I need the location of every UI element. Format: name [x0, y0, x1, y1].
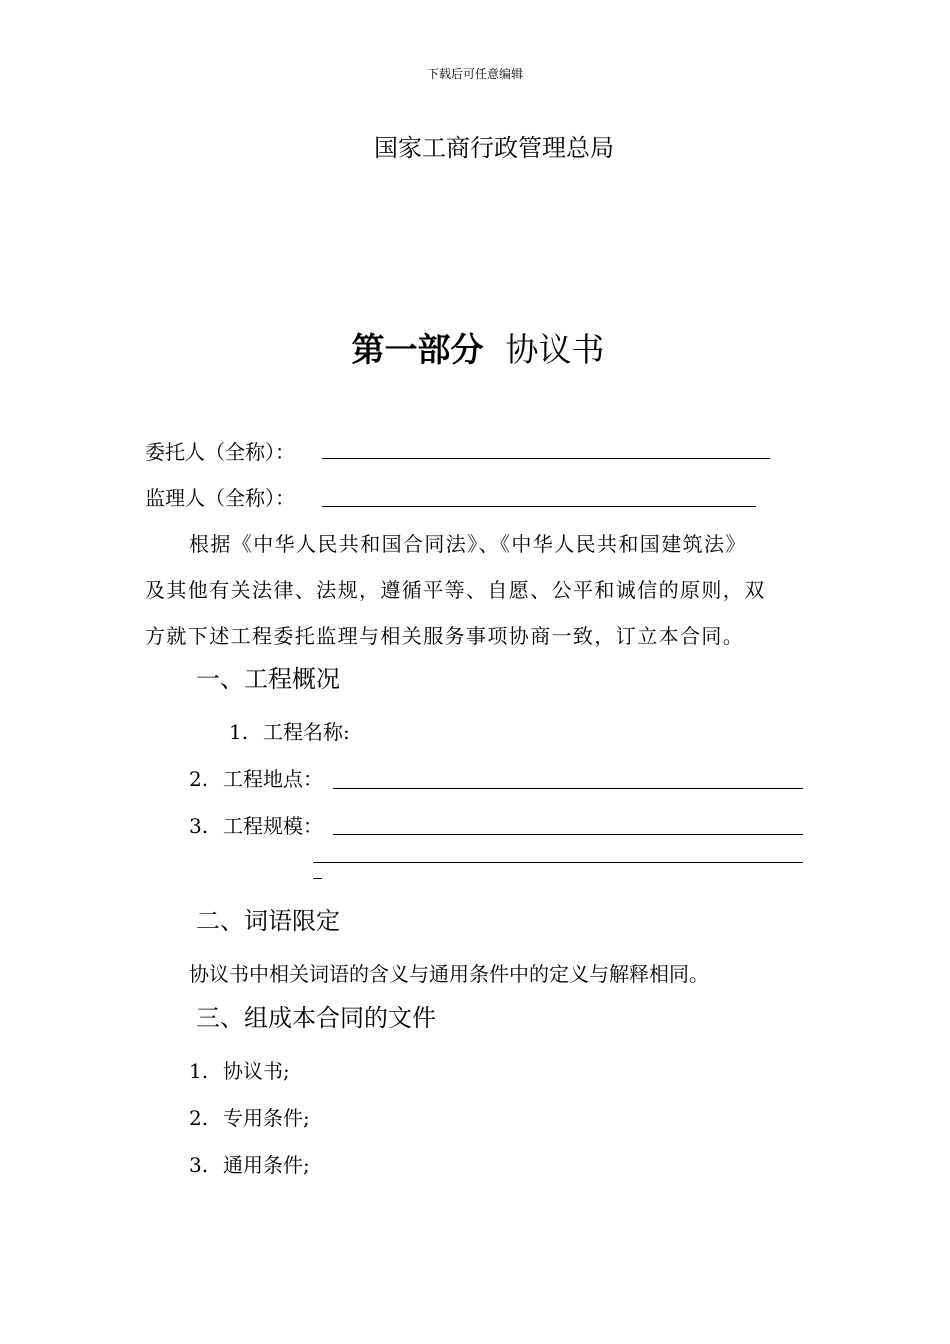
item-number: 2. [189, 1106, 209, 1130]
supervisor-label: 监理人（全称）： [145, 486, 295, 510]
part-title-rest: 协议书 [505, 330, 605, 369]
preamble-line-2: 及其他有关法律、法规，遵循平等、自愿、公平和诚信的原则，双 [145, 578, 766, 602]
contract-doc-item [189, 1151, 310, 1179]
contract-doc-item [189, 1104, 310, 1132]
section-3-heading: 三、组成本合同的文件 [196, 1004, 436, 1032]
section-1-heading: 一、工程概况 [196, 665, 340, 693]
preamble-line-3: 方就下述工程委托监理与相关服务事项协商一致，订立本合同。 [145, 624, 745, 648]
item-label: 工程名称: [263, 720, 350, 744]
project-scale-blank-2[interactable] [313, 862, 803, 863]
supervisor-name-blank[interactable] [322, 506, 756, 507]
item-label: 工程地点： [223, 767, 323, 791]
project-location-item [189, 765, 323, 793]
item-label: 协议书; [223, 1059, 290, 1083]
project-location-blank[interactable] [333, 788, 803, 789]
terms-definition-text: 协议书中相关词语的含义与通用条件中的定义与解释相同。 [189, 962, 709, 986]
item-number: 3. [189, 1153, 209, 1177]
project-name-item [229, 718, 350, 746]
trailing-dash [313, 878, 322, 879]
item-number: 1. [189, 1059, 209, 1083]
item-label: 工程规模： [223, 814, 323, 838]
contract-doc-item [189, 1057, 290, 1085]
publisher-name: 国家工商行政管理总局 [374, 134, 614, 162]
client-name-blank[interactable] [322, 458, 770, 459]
section-2-heading: 二、词语限定 [196, 907, 340, 935]
item-number: 1. [229, 720, 249, 744]
item-label: 专用条件; [223, 1106, 310, 1130]
item-label: 通用条件; [223, 1153, 310, 1177]
part-title [0, 328, 950, 372]
header-note: 下载后可任意编辑 [426, 67, 523, 81]
item-number: 2. [189, 767, 209, 791]
project-scale-blank[interactable] [333, 834, 803, 835]
client-label: 委托人（全称）： [145, 440, 295, 464]
item-number: 3. [189, 814, 209, 838]
preamble-line-1: 根据《中华人民共和国合同法》、《中华人民共和国建筑法》 [189, 532, 747, 556]
part-title-bold: 第一部分 [351, 330, 484, 369]
project-scale-item [189, 812, 323, 840]
